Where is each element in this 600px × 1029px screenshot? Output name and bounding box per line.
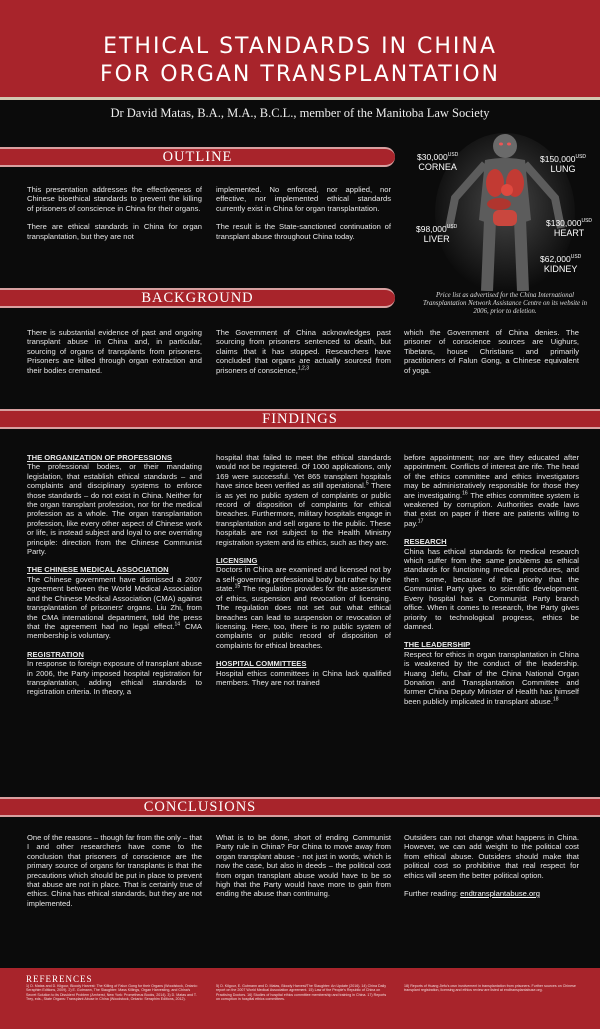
price-lung: $\$150,000^{USD}$ LUNG bbox=[540, 154, 587, 174]
heading-organization: THE ORGANIZATION OF PROFESSIONS bbox=[27, 453, 172, 462]
references-col-1: 1) D. Matas and D. Kilgour, Bloody Harvest: The Killing of Falun Gong for their Organs (Woodstock, Ontario: Seraphim Editions, 2009). 2) E. Gutmann, The Slaughter: Mass Killings, Organ Harvesting, and China's Secret Solution to its Dissident Problem (Amherst, New York: Prometheus Books, 2014). 3) D. Matas and T. Trey, eds., State Organs: Transplant Abuse in China (Woodstock, Ontario: Seraphim Editions, 2012). bbox=[26, 984, 198, 1002]
background-col-1 bbox=[27, 328, 202, 384]
heading-research: RESEARCH bbox=[404, 537, 447, 547]
conclusions-col-1 bbox=[27, 833, 202, 917]
text-organization: The professional bodies, or their mandating legislation, that establish ethical standards – and complaints and disciplinary systems to enforce those standards – do not exist in China. Neither for the organ transplant profession, nor for the medical profession as a whole. The organ transplantation profession, like every other aspect of Chinese work or life, is instead subject and loyal to one overriding principle: direction from the Chinese Communist Party. bbox=[27, 462, 202, 557]
conclusions-text-2: What is to be done, short of ending Communist Party rule in China? For China to move away from organ transplant abuse - not just in words, which is now the case, but also in deeds – the political cost from organ transplant abuse would have to be so high that the Party would have more to gain from ending the abuse than continuing. bbox=[216, 833, 391, 899]
findings-heading: FINDINGS bbox=[262, 411, 338, 427]
background-text-2: The Government of China acknowledges past sourcing from prisoners sentenced to death, but claims that it has stopped. Researchers have concluded that organs are actually sourced from prisoners of conscience,$^{1,2,3}$ bbox=[216, 328, 391, 375]
author-line: Dr David Matas, B.A., M.A., B.C.L., member of the Manitoba Law Society bbox=[110, 106, 490, 120]
heading-cma: THE CHINESE MEDICAL ASSOCIATION bbox=[27, 565, 169, 575]
outline-col-2 bbox=[216, 185, 391, 250]
heading-licensing: LICENSING bbox=[216, 556, 258, 566]
findings-col-2 bbox=[216, 453, 391, 696]
price-cornea: $\$30,000^{USD}$ CORNEA bbox=[417, 152, 459, 172]
title-line-2: FOR ORGAN TRANSPLANTATION bbox=[99, 62, 500, 87]
conclusions-text-3: Outsiders can not change what happens in China. However, we can add weight to the political cost from ethical abuse. Outsiders should make that political cost so prohibitive that real respect for ethics will seem the better political option. bbox=[404, 833, 579, 880]
head-shape bbox=[493, 134, 517, 158]
title-banner bbox=[0, 0, 600, 100]
background-text-1: There is substantial evidence of past and ongoing transplant abuse in China and, in particular, sourcing of organs of transplants from prisoners. Prisoners are killed through organ extraction and their bodies cremated. bbox=[27, 328, 202, 375]
conclusions-heading: CONCLUSIONS bbox=[143, 799, 257, 815]
price-kidney: $\$62,000^{USD}$ KIDNEY bbox=[540, 254, 582, 274]
background-text-3: which the Government of China denies. The prisoner of conscience sources are Uighurs, Tibetans, house Christians and primarily practitioners of Falun Gong, a Chinese equivalent of yoga. bbox=[404, 328, 579, 375]
outline-p4: The result is the State-sanctioned continuation of transplant abuse throughout China today. bbox=[216, 222, 391, 241]
text-registration-cont: hospital that failed to meet the ethical standards would not be registered. Of 1000 applications, only 169 were successful. Yet 865 transplant hospitals have since been verified as still operational.$^5$ There is as yet no public system of complaints or public record of disposition of complaints for ethical breaches. Furthermore, military hospitals engage in transplantation and sell organs to the public. These hospitals are not subject to the Health Ministry registration system and its ethics, such as they are. bbox=[216, 453, 391, 547]
outline-col-1 bbox=[27, 185, 202, 250]
references-heading: REFERENCES bbox=[26, 974, 93, 984]
outline-p2: There are ethical standards in China for organ transplantation, but they are not bbox=[27, 222, 202, 241]
figure-caption: Price list as advertised for the China International Transplantation Network Assistance Centre on its website in 2006, prior to deletion. bbox=[422, 292, 588, 315]
text-cma: The Chinese government have dismissed a 2007 agreement between the World Medical Association and the Chinese Medical Association (CMA) against transplantation of prisoners' organs. Liu Zhi, from the CMA international department, told the press that the agreement had no legal effect.$^{14}$ CMA membership is voluntary. bbox=[27, 574, 202, 641]
price-heart: $\$130,000^{USD}$ HEART bbox=[546, 218, 593, 238]
findings-col-1 bbox=[27, 453, 202, 706]
heading-hospital-committees: HOSPITAL COMMITTEES bbox=[216, 659, 307, 669]
references-col-2: 5) D. Kilgour, E. Gutmann and D. Matas, Bloody Harvest/The Slaughter: An Update (2016). 14) China Daily report on the 2007 World Medical Association agreement. 15) Law of the People's Republic of China on Practising Doctors. 16) Studies of hospital ethics committee membership and training in China. 17) Reports on corruption in hospital ethics committees. bbox=[216, 984, 387, 1002]
outline-p3: implemented. No enforced, nor applied, nor effective, nor implemented ethical standards currently exist in China for organ transplantation. bbox=[216, 185, 391, 213]
references-col-3: 18) Reports of Huang Jiefu's own involvement in transplantation from prisoners. Further sources on Chinese transplant registration, licensing and ethics review are listed at endtransplantabuse.org. bbox=[404, 984, 576, 993]
conclusions-col-3 bbox=[404, 833, 579, 907]
further-reading: Further reading: endtransplantabuse.org bbox=[404, 889, 540, 899]
text-licensing: Doctors in China are examined and licensed not by a self-governing professional body but rather by the state.$^{15}$ The regulation provides for the assessment of ethics, suspension and revocation of licensing. The regulation does not set out what ethical breaches can lead to suspension or revocation of licensing. Here, too, there is no public system of complaints or public record of disposition of complaints for ethical breaches. bbox=[216, 565, 391, 650]
heading-leadership: THE LEADERSHIP bbox=[404, 640, 471, 650]
text-research: China has ethical standards for medical research which suffer from the same problems as ethical standards for functioning medical procedures, and then some, because of the priority that the Communist Party gives to scientific development. Every hospital has a Communist Party branch office. When it comes to research, the Party gives priority to technological progress, ethics be damned. bbox=[404, 546, 579, 631]
text-hospital-committees: Hospital ethics committees in China lack qualified members. They are not trained bbox=[216, 668, 391, 687]
conclusions-col-2 bbox=[216, 833, 391, 908]
text-hospital-cont: before appointment; nor are they educated after appointment. Conflicts of interest are rife. The head of the ethics committee and ethics investigators may be administratively responsible for those they are investigating.$^{16}$ The ethics committee system is weakened by corruption. Authorities evade laws that exist on paper if there are patients willing to pay.$^{17}$ bbox=[404, 453, 579, 528]
heading-registration: REGISTRATION bbox=[27, 649, 84, 659]
background-col-2 bbox=[216, 328, 391, 384]
further-reading-link[interactable]: endtransplantabuse.org bbox=[460, 889, 540, 899]
price-liver: $\$98,000^{USD}$ LIVER bbox=[416, 224, 458, 244]
outline-heading: OUTLINE bbox=[162, 149, 233, 165]
text-leadership: Respect for ethics in organ transplantation in China is weakened by the conduct of the leadership. Huang Jiefu, Chair of the China National Organ Donation and Transplantation Committee and former China Deputy Minister of Health has himself been publicly implicated in transplant abuse.$^{18}$ bbox=[404, 649, 579, 706]
title-line-1: ETHICAL STANDARDS IN CHINA bbox=[103, 34, 497, 59]
conclusions-text-1: One of the reasons – though far from the only – that I and other researchers have come to the conclusion that prisoners of conscience are the primary source of organs for transplants is that the precautions which should be put in place to prevent that abuse are not in place. That is certainly true of ethics. China has ethical standards, but they are not implemented. bbox=[27, 833, 202, 908]
background-col-3 bbox=[404, 328, 579, 384]
findings-col-3 bbox=[404, 453, 579, 715]
background-heading: BACKGROUND bbox=[141, 290, 254, 306]
text-registration: In response to foreign exposure of transplant abuse in 2006, the Party imposed hospital registration for transplantation, adding ethical standards to registration criteria. In theory, a bbox=[27, 659, 202, 697]
outline-p1: This presentation addresses the effectiveness of Chinese bioethical standards to prevent the killing of prisoners of conscience in China for their organs. bbox=[27, 185, 202, 213]
